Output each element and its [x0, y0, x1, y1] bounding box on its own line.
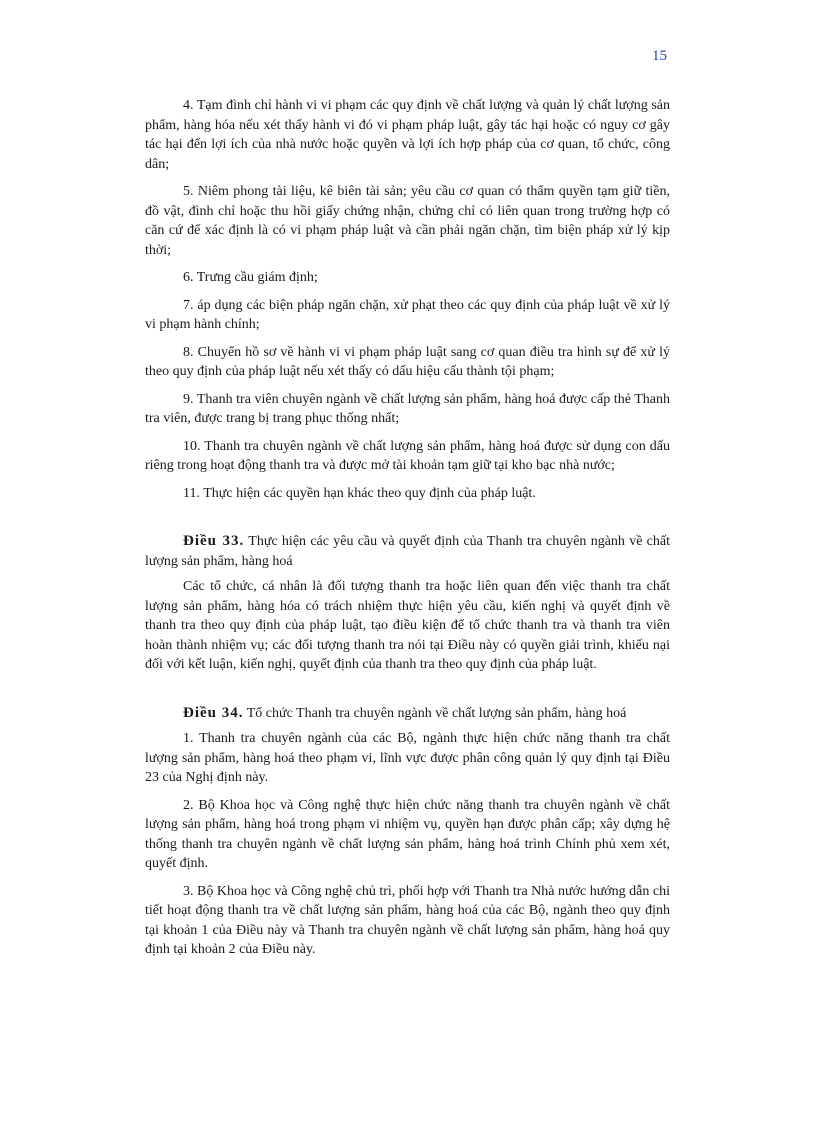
- article-33: [145, 532, 670, 675]
- list-item: 9. Thanh tra viên chuyên ngành về chất lượng sản phẩm, hàng hoá được cấp thẻ Thanh tra viên, được trang bị trang phục thống nhất;: [145, 391, 670, 426]
- article-33-label: Điều 33.: [183, 533, 245, 549]
- article-34-item: 1. Thanh tra chuyên ngành của các Bộ, ngành thực hiện chức năng thanh tra chất lượng sản phẩm, hàng hoá theo phạm vi, lĩnh vực được phân công quản lý quy định tại Điều 23 của Nghị định này.: [145, 731, 670, 785]
- list-item: 7. áp dụng các biện pháp ngăn chặn, xử phạt theo các quy định của pháp luật về xử lý vi phạm hành chính;: [145, 297, 670, 332]
- list-item: 11. Thực hiện các quyền hạn khác theo quy định của pháp luật.: [183, 485, 536, 501]
- list-item: 8. Chuyển hồ sơ về hành vi vi phạm pháp luật sang cơ quan điều tra hình sự để xử lý theo quy định của pháp luật nếu xét thấy có dấu hiệu cấu thành tội phạm;: [145, 344, 670, 379]
- page-content: [145, 96, 670, 968]
- page-number: 15: [652, 48, 667, 64]
- article-34-item: 2. Bộ Khoa học và Công nghệ thực hiện chức năng thanh tra chuyên ngành về chất lượng sản phẩm, hàng hoá trong phạm vi nhiệm vụ, quyền hạn được phân cấp; xây dựng hệ thống thanh tra chuyên ngành về chất lượng sản phẩm, hàng hoá trình Chính phủ xem xét, quyết định.: [145, 797, 670, 871]
- article-33-body: Các tổ chức, cá nhân là đối tượng thanh tra hoặc liên quan đến việc thanh tra chất lượng sản phẩm, hàng hóa có trách nhiệm thực hiện yêu cầu, kiến nghị và quyết định về thanh tra theo quy định của pháp luật, tạo điều kiện để tổ chức thanh tra và thanh tra viên hoàn thành nhiệm vụ; các đối tượng thanh tra nói tại Điều này có quyền giải trình, khiếu nại đối với kết luận, kiến nghị, quyết định của thanh tra theo quy định của pháp luật.: [145, 579, 670, 672]
- article-34: [145, 704, 670, 960]
- list-item: 10. Thanh tra chuyên ngành về chất lượng sản phẩm, hàng hoá được sử dụng con dấu riêng trong hoạt động thanh tra và được mở tài khoản tạm giữ tại kho bạc nhà nước;: [145, 438, 670, 473]
- list-item: 5. Niêm phong tài liệu, kê biên tài sản; yêu cầu cơ quan có thẩm quyền tạm giữ tiền, đồ vật, đình chỉ hoặc thu hồi giấy chứng nhận, chứng chỉ có liên quan trong trường hợp có căn cứ để xác định là có vi phạm pháp luật và cần phải ngăn chặn, tìm biện pháp xử lý kịp thời;: [145, 184, 670, 258]
- article-34-title: Tổ chức Thanh tra chuyên ngành về chất lượng sản phẩm, hàng hoá: [243, 705, 627, 721]
- list-item: 4. Tạm đình chỉ hành vi vi phạm các quy định về chất lượng và quản lý chất lượng sản phẩm, hàng hóa nếu xét thấy hành vi đó vi phạm pháp luật, gây tác hại hoặc có nguy cơ gây tác hại đến lợi ích của nhà nước hoặc quyền và lợi ích hợp pháp của cơ quan, tổ chức, công dân;: [145, 98, 670, 172]
- article-34-item: 3. Bộ Khoa học và Công nghệ chủ trì, phối hợp với Thanh tra Nhà nước hướng dẫn chi tiết hoạt động thanh tra về chất lượng sản phẩm, hàng hoá của các Bộ, ngành theo quy định tại khoản 1 của Điều này và Thanh tra chuyên ngành về chất lượng sản phẩm, hàng hoá quy định tại khoản 2 của Điều này.: [145, 883, 670, 957]
- article-34-label: Điều 34.: [183, 704, 244, 721]
- article-34-heading: [145, 704, 670, 724]
- article-33-title: Thực hiện các yêu cầu và quyết định của Thanh tra chuyên ngành về chất lượng sản phẩm, hàng hoá: [145, 534, 670, 569]
- list-item: 6. Trưng cầu giám định;: [183, 270, 318, 285]
- article-33-heading: [145, 532, 670, 571]
